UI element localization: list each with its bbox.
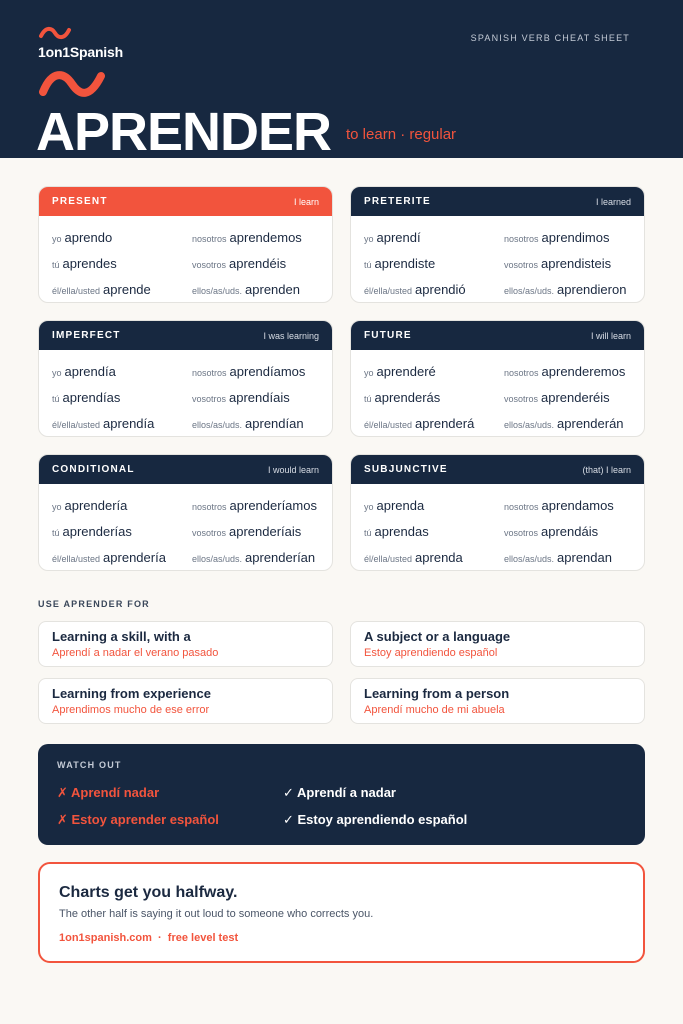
correct-example: ✓ Aprendí a nadar xyxy=(283,785,396,800)
verb-meaning: to learn · regular xyxy=(346,126,457,143)
verb-form: aprendéis xyxy=(229,256,287,271)
verb-form: aprendía xyxy=(64,364,116,379)
verb-form: aprendería xyxy=(64,498,128,513)
conjugation-row xyxy=(39,251,332,277)
verb-form: aprenderían xyxy=(245,550,316,565)
tense-gloss: (that) I learn xyxy=(582,464,631,475)
verb-form: aprendes xyxy=(62,256,117,271)
cta-title: Charts get you halfway. xyxy=(59,884,238,901)
verb-form: aprenderíamos xyxy=(229,498,317,513)
verb-form: aprenderéis xyxy=(541,390,610,405)
verb-form: aprendíais xyxy=(229,390,290,405)
tense-card-future xyxy=(350,320,645,437)
tense-gloss: I will learn xyxy=(590,330,631,341)
conjugation-row xyxy=(39,359,332,385)
pronoun: yo xyxy=(364,368,374,378)
conjugation-row xyxy=(39,519,332,545)
use-example: Aprendí mucho de mi abuela xyxy=(364,704,505,716)
pronoun: tú xyxy=(364,394,372,404)
uses-section-label: USE APRENDER FOR xyxy=(38,599,150,609)
verb-form: aprenderías xyxy=(62,524,132,539)
use-example: Aprendí a nadar el verano pasado xyxy=(52,647,219,659)
conjugation-row xyxy=(351,545,644,571)
verb-form: aprenda xyxy=(376,498,425,513)
pronoun: vosotros xyxy=(192,394,227,404)
pronoun: vosotros xyxy=(192,260,227,270)
pronoun: tú xyxy=(364,260,372,270)
card-header xyxy=(39,187,332,216)
cta-link[interactable]: 1on1spanish.com · free level test xyxy=(59,932,239,944)
tense-gloss: I learned xyxy=(595,196,631,207)
tense-title: CONDITIONAL xyxy=(52,464,135,475)
sheet-tag: SPANISH VERB CHEAT SHEET xyxy=(470,33,630,43)
use-example: Aprendimos mucho de ese error xyxy=(52,704,210,716)
pronoun: nosotros xyxy=(192,234,227,244)
verb-form: aprendí xyxy=(376,230,421,245)
card-header xyxy=(351,321,644,350)
use-title: Learning from a person xyxy=(364,686,510,701)
verb-form: aprendamos xyxy=(541,498,614,513)
pronoun: ellos/as/uds. xyxy=(192,286,243,296)
conjugation-row xyxy=(39,225,332,251)
conjugation-row xyxy=(351,411,644,437)
verb-form: aprendían xyxy=(245,416,304,431)
use-title: A subject or a language xyxy=(364,629,511,644)
verb-form: aprende xyxy=(103,282,151,297)
conjugation-row xyxy=(39,493,332,519)
use-title: Learning from experience xyxy=(52,686,211,701)
pronoun: tú xyxy=(52,528,60,538)
pronoun: vosotros xyxy=(504,394,539,404)
conjugation-row xyxy=(351,359,644,385)
pronoun: él/ella/usted xyxy=(364,554,413,564)
pronoun: ellos/as/uds. xyxy=(504,420,555,430)
use-example: Estoy aprendiendo español xyxy=(364,647,498,659)
pronoun: nosotros xyxy=(192,368,227,378)
conjugation-row xyxy=(351,225,644,251)
conjugation-row xyxy=(351,519,644,545)
card-header xyxy=(39,455,332,484)
verb-form: aprendas xyxy=(374,524,429,539)
pronoun: él/ella/usted xyxy=(52,554,101,564)
conjugation-row xyxy=(39,411,332,437)
pronoun: vosotros xyxy=(192,528,227,538)
use-card xyxy=(38,678,333,724)
brand-logo[interactable]: 1on1Spanish xyxy=(38,44,123,60)
card-header xyxy=(351,455,644,484)
tense-card-imperfect xyxy=(38,320,333,437)
wrong-example: ✗ Aprendí nadar xyxy=(57,785,160,800)
pronoun: ellos/as/uds. xyxy=(192,554,243,564)
watch-out-panel xyxy=(38,744,645,845)
verb-form: aprendáis xyxy=(541,524,599,539)
correct-example: ✓ Estoy aprendiendo español xyxy=(283,812,468,827)
pronoun: ellos/as/uds. xyxy=(192,420,243,430)
accent-wave-icon xyxy=(38,68,106,100)
pronoun: vosotros xyxy=(504,528,539,538)
card-header xyxy=(39,321,332,350)
conjugation-row xyxy=(351,385,644,411)
pronoun: tú xyxy=(52,260,60,270)
tense-title: IMPERFECT xyxy=(52,330,121,341)
wrong-example: ✗ Estoy aprender español xyxy=(57,812,219,827)
cta-text: The other half is saying it out loud to someone who corrects you. xyxy=(59,908,374,920)
use-card xyxy=(350,678,645,724)
pronoun: yo xyxy=(364,502,374,512)
pronoun: yo xyxy=(364,234,374,244)
pronoun: yo xyxy=(52,234,62,244)
pronoun: él/ella/usted xyxy=(364,420,413,430)
tense-title: PRETERITE xyxy=(364,196,431,207)
conjugation-row xyxy=(351,251,644,277)
verb-form: aprendemos xyxy=(229,230,302,245)
verb-form: aprendería xyxy=(103,550,166,565)
verb-form: aprenden xyxy=(245,282,300,297)
verb-form: aprendan xyxy=(557,550,612,565)
tense-title: PRESENT xyxy=(52,196,108,207)
use-title: Learning a skill, with a xyxy=(52,629,191,644)
pronoun: ellos/as/uds. xyxy=(504,554,555,564)
verb-form: aprendías xyxy=(62,390,121,405)
tense-gloss: I would learn xyxy=(267,464,319,475)
conjugation-row xyxy=(39,545,332,571)
verb-form: aprendisteis xyxy=(541,256,612,271)
pronoun: nosotros xyxy=(504,234,539,244)
tense-card-conditional xyxy=(38,454,333,571)
pronoun: tú xyxy=(364,528,372,538)
verb-form: aprenda xyxy=(415,550,463,565)
use-card xyxy=(38,621,333,667)
pronoun: nosotros xyxy=(504,368,539,378)
conjugation-row xyxy=(351,277,644,303)
pronoun: él/ella/usted xyxy=(364,286,413,296)
pronoun: ellos/as/uds. xyxy=(504,286,555,296)
conjugation-row xyxy=(351,493,644,519)
pronoun: tú xyxy=(52,394,60,404)
tense-card-subjunctive xyxy=(350,454,645,571)
pronoun: nosotros xyxy=(192,502,227,512)
pronoun: él/ella/usted xyxy=(52,286,101,296)
pronoun: nosotros xyxy=(504,502,539,512)
pronoun: yo xyxy=(52,368,62,378)
tense-title: FUTURE xyxy=(364,330,412,341)
use-card xyxy=(350,621,645,667)
verb-form: aprendiste xyxy=(374,256,436,271)
conjugation-row xyxy=(39,385,332,411)
cta-box xyxy=(38,862,645,963)
verb-title: APRENDER xyxy=(36,102,332,162)
tense-gloss: I learn xyxy=(293,196,319,207)
verb-form: aprendieron xyxy=(557,282,627,297)
conjugation-row xyxy=(39,277,332,303)
card-header xyxy=(351,187,644,216)
tense-gloss: I was learning xyxy=(263,330,319,341)
verb-form: aprenderemos xyxy=(541,364,626,379)
verb-form: aprendía xyxy=(103,416,155,431)
brand-wave-icon xyxy=(38,26,72,40)
watch-out-label: WATCH OUT xyxy=(57,760,122,770)
verb-form: aprenderá xyxy=(415,416,475,431)
tense-card-present xyxy=(38,186,333,303)
tense-card-preterite xyxy=(350,186,645,303)
verb-form: aprenderíais xyxy=(229,524,302,539)
tense-title: SUBJUNCTIVE xyxy=(364,464,448,475)
pronoun: vosotros xyxy=(504,260,539,270)
verb-form: aprendió xyxy=(415,282,466,297)
pronoun: yo xyxy=(52,502,62,512)
verb-form: aprendo xyxy=(64,230,113,245)
verb-form: aprenderán xyxy=(557,416,624,431)
pronoun: él/ella/usted xyxy=(52,420,101,430)
verb-form: aprendimos xyxy=(541,230,610,245)
verb-form: aprendíamos xyxy=(229,364,306,379)
verb-form: aprenderé xyxy=(376,364,436,379)
verb-form: aprenderás xyxy=(374,390,441,405)
header-banner xyxy=(0,0,683,162)
